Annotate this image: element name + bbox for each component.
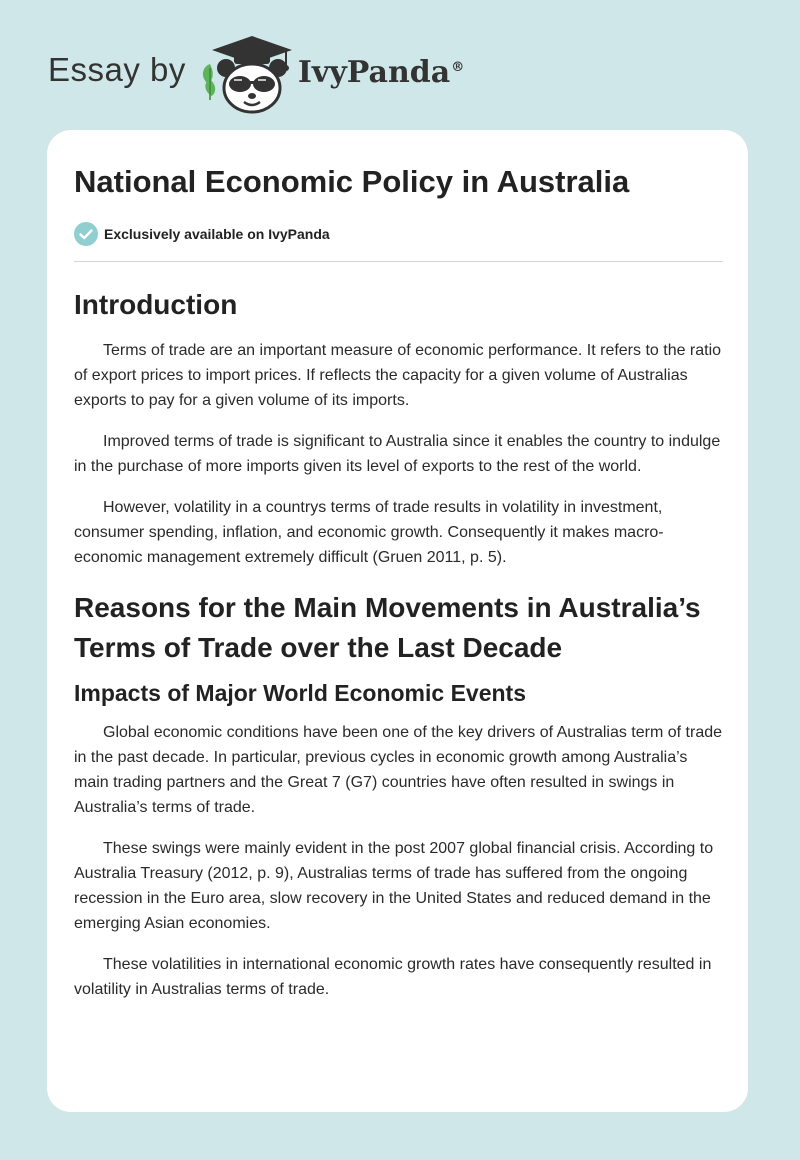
panda-logo-icon — [198, 34, 296, 114]
brand-logo[interactable] — [48, 34, 464, 114]
section-heading: Introduction — [74, 289, 238, 320]
article-card — [47, 130, 748, 1112]
section-reasons — [74, 588, 723, 1002]
divider — [74, 261, 723, 262]
section-heading: Reasons for the Main Movements in Australia’s Terms of Trade over the Last Decade — [74, 592, 701, 663]
paragraph: These volatilities in international economic growth rates have consequently resulted in volatility in Australias terms of trade. — [74, 956, 712, 998]
brand-prefix: Essay by — [48, 51, 186, 88]
paragraph: Improved terms of trade is significant to Australia since it enables the country to indulge in the purchase of more imports given its level of exports to the rest of the world. — [74, 433, 721, 475]
section-introduction — [74, 285, 723, 570]
paragraph: Global economic conditions have been one of the key drivers of Australias term of trade in the past decade. In particular, previous cycles in economic growth among Australia’s main trading partners and the Great 7 (G7) countries have often resulted in swings in Australia’s terms of trade. — [74, 724, 723, 816]
brand-name: IvyPanda® — [297, 54, 465, 90]
check-circle-icon — [74, 222, 98, 246]
badge-label: Exclusively available on IvyPanda — [104, 226, 330, 242]
paragraph: Terms of trade are an important measure of economic performance. It refers to the ratio of export prices to import prices. If reflects the capacity for a given volume of Australias exports to pay for a given volume of its imports. — [74, 342, 722, 409]
paragraph: However, volatility in a countrys terms of trade results in volatility in investment, consumer spending, inflation, and economic growth. Consequently it makes macro-economic management extremely difficult (Gruen 2011, p. 5). — [74, 499, 664, 566]
subsection-heading: Impacts of Major World Economic Events — [74, 680, 526, 706]
article-body — [74, 285, 723, 1018]
paragraph: These swings were mainly evident in the post 2007 global financial crisis. According to Australia Treasury (2012, p. 9), Australias terms of trade has suffered from the ongoing recession in the Euro area, slow recovery in the United States and reduced demand in the emerging Asian economies. — [74, 840, 714, 932]
page-title: National Economic Policy in Australia — [74, 164, 630, 199]
exclusive-badge — [74, 222, 330, 246]
